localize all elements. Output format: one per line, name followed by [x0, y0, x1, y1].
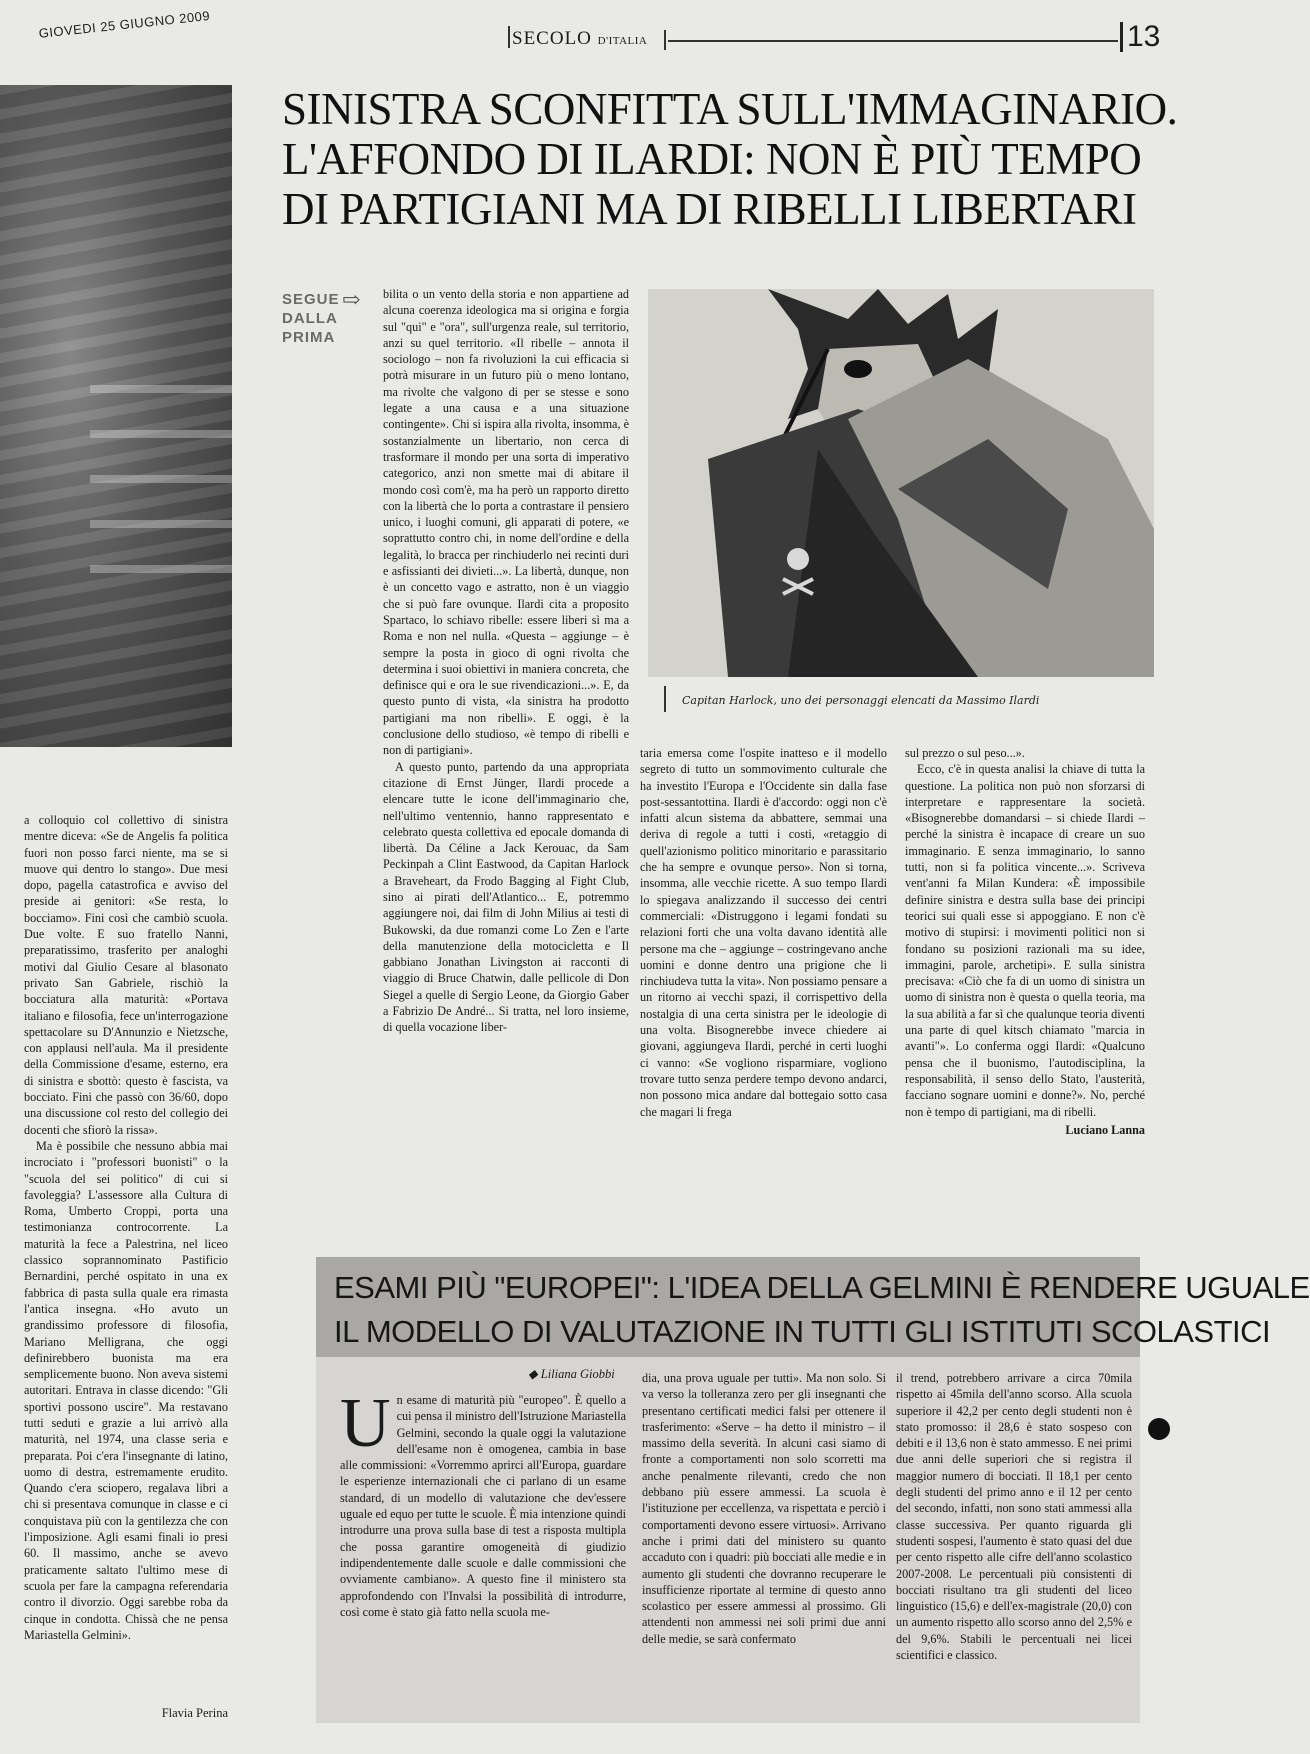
photo-detail	[90, 565, 232, 573]
issue-date: GIOVEDI 25 GIUGNO 2009	[38, 8, 211, 41]
left-photo	[0, 85, 232, 747]
photo-detail	[90, 385, 232, 393]
article-paragraph: dia, una prova uguale per tutti». Ma non solo. Si va verso la tolleranza zero per gli insegnanti che presentano certificati medici falsi per ottenere il trasferimento: «Serve – ha detto il ministro – il massimo della severità. In alcuni casi siamo di fronte a comportamenti non solo scorretti ma anche penalmente rilevanti, credo che non debbano più essere ammessi. La scuola è l'istituzione per eccellenza, va rispettata e perciò i comportamenti devono essere virtuosi». Arrivano anche i primi dati del ministero su quanto accaduto con i quadri: più bocciati alle medie e in aumento gli studenti che dovranno recuperare le insufficienze riportate al termine di questo anno scolastico per essere ammessi al prossimo. Gli attendenti non ammessi nei soli primi due anni delle medie, se sarà confermato	[642, 1371, 886, 1646]
box-column	[896, 1370, 1132, 1663]
image-caption: Capitan Harlock, uno dei personaggi elencati da Massimo Ilardi	[682, 694, 1040, 707]
article-paragraph: Ma è possibile che nessuno abbia mai incrociato i "professori buonisti" o la "scuola del sei politico" di cui si favoleggia? L'assessore alla Cultura di Roma, Umberto Croppi, porta una testimonianza controcorrente. La maturità la fece a Palestrina, nel liceo classico soprannominato Pastificio Bernardini, perché ospitato in una ex fabbrica di pasta sulla quale era rimasta l'antica insegna. «Ho avuto un grandissimo professore di filosofia, Mariano Melligrana, che oggi definirebbero buonista ma era semplicemente buono. Non aveva sistemi autoritari. Entrava in classe dicendo: "Gli sportivi possono uscire". Ma restavano tutti seduti e grazie a lui arrivò alla maturità, nel 1974, una classe seria e preparata. Poi c'era l'insegnante di latino, uomo di destra, estremamente erudito. Quando c'era sciopero, regalava libri a chi si presentava comunque in classe e ci conquistava più con la gentilezza che con l'imposizione. Agli esami finali io presi 60. Il massimo, anche se avevo praticamente saltato l'ultimo mese di scuola per fare la campagna referendaria contro il divorzio. Oggi sarebbe roba da cinque in condotta. Chissà che ne pensa Mariastella Gelmini».	[24, 1138, 228, 1642]
article-column	[905, 745, 1145, 1138]
box-column	[642, 1370, 886, 1647]
main-headline	[282, 84, 1178, 234]
photo-detail	[90, 475, 232, 483]
header-divider	[664, 30, 666, 50]
article-paragraph: n esame di maturità più "europeo". È quello a cui pensa il ministro dell'Istruzione Mariastella Gelmini, secondo la quale oggi la valutazione dell'esame non è omogenea, cambia in base alle commissioni: «Vorremmo aprirci all'Europa, guardare le esperienze internazionali che ci parlano di un esame standard, di un modello di valutazione che dev'essere uguale ed equo per tutte le scuole. È mia intenzione quindi introdurre una prova sulla base di test a risposta multipla che possa garantire omogeneità di giudizio indipendentemente dalle scuole e dalle commissioni che ovviamente cambiano». A questo fine il ministero sta approfondendo con l'Invalsi la possibilità di introdurre, così come è stato già fatto nella scuola me-	[340, 1393, 626, 1619]
segue-line: PRIMA	[282, 329, 336, 346]
headline-line: SINISTRA SCONFITTA SULL'IMMAGINARIO.	[282, 84, 1178, 134]
left-article	[24, 812, 228, 1643]
article-paragraph: Ecco, c'è in questa analisi la chiave di tutta la questione. La politica non può non sforzarsi di interpretare e rappresentare la società. «Bisognerebbe domandarsi – si chiede Ilardi – perché la sinistra è incapace di creare un suo immaginario. E senza immaginario, lo sanno tutti, non si fa politica vincente...». Scriveva vent'anni fa Milan Kundera: «È impossibile definire sinistra e destra sulla base dei principi teorici sui quali esse si appoggiano. E non c'è motivo di stupirsi: i movimenti politici non si fondano su posizioni razionali ma su idee, immagini, parole, archetipi». E sulla sinistra precisava: «Ciò che fa di un uomo di sinistra un uomo di sinistra non è questa o quella teoria, ma la sua abilità a far sì che qualunque teoria diventi una parte di quel kitsch chiamato "marcia in avanti"». Lo conferma oggi Ilardi: «Qualcuno pensa che il buonismo, l'autodisciplina, la responsabilità, il senso dello Stato, l'austerità, facciano sognare uomini e donne?». No, perché non è tempo di partigiani, ma di ribelli.	[905, 762, 1145, 1119]
article-paragraph: il trend, potrebbero arrivare a circa 70mila rispetto ai 45mila dell'anno scorso. Alla scuola superiore il 42,2 per cento degli studenti non è stato promosso: il 28,6 è stato sospeso con debiti e il 13,6 non è stato ammesso. E nei primi due anni delle superiori che si registra il maggior numero di bocciati. Il 18,1 per cento degli studenti del primo anno e il 12 per cento del secondo, infatti, non sono stati ammessi alla classe successiva. Per quanto riguarda gli studenti sospesi, l'aumento è stato quasi del due per cento rispetto alle cifre dell'anno scolastico 2007-2008. Le percentuali più consistenti di bocciati risultano tra gli studenti del liceo linguistico (15,6) e dell'ex-magistrale (20,0) con un aumento rispetto allo scorso anno del 2,5% e del 9,6%. Stabili le percentuali nei licei scientifici e classico.	[896, 1371, 1132, 1663]
segue-line: SEGUE	[282, 291, 340, 308]
segue-label	[282, 290, 340, 347]
photo-detail	[90, 430, 232, 438]
article-paragraph: taria emersa come l'ospite inatteso e il modello segreto di tutto un sommovimento culturale che ha investito l'Europa e l'Occidente sin dalla fase post-sessantottina. Ilardi è d'accordo: oggi non c'è infatti alcun sistema da abbattere, semmai una deriva di regole a tutti i costi, «retaggio di quell'azionismo politico minoritario e parassitario che ha sempre e ovunque perso». Non si torna, insomma, alle vecchie ricette. A suo tempo Ilardi lo spiegava analizzando il successo dei centri commerciali: «Distruggono i legami fondati su relazioni forti che una volta davano identità alle persone ma che – aggiunge – costringevano anche uomini e donne dentro una prigione che li rinchiudeva tutta la vita». Non possiamo pensare a un ritorno ai vecchi spazi, il corrispettivo della nostalgia di una certa sinistra per le ideologie di una volta. Bisognerebbe invece chiedere ai giovani, aggiungeva Ilardi, perché in certi luoghi ci vanno: «Se vogliono risparmiare, vogliono trovare tutto senza perdere tempo devono andarci, non possono mica andare dal bottegaio sotto casa che magari li frega	[640, 746, 887, 1119]
byline-author: Liliana Giobbi	[540, 1367, 615, 1381]
header-divider	[508, 26, 510, 48]
article-column	[383, 286, 629, 1036]
article-paragraph: a colloquio col collettivo di sinistra mentre diceva: «Se de Angelis fa politica fuori non posso farci niente, ma se si muove qui dentro lo stango». Due mesi dopo, pagella catastrofica e avviso del preside ai genitori: «Se resta, lo bocciamo». Fini così che cambiò scuola. Due volte. E suo fratello Nanni, preparatissimo, trasferito per analoghi motivi dal Giulio Cesare al blasonato privato San Gabriele, rischiò la bocciatura alla maturità: «Portava italiano e filosofia, fece un'interrogazione spettacolare su D'Annunzio e Nietzsche, con applausi nell'aula. Ma il presidente della Commissione d'esame, esterno, era di sinistra e sbottò: questo è fascista, va bocciato. Fini che passò con 36/60, dopo una discussione col resto del collegio dei docenti che sfiorò la rissa».	[24, 813, 228, 1137]
publication-name	[512, 28, 647, 50]
harlock-drawing	[648, 289, 1154, 677]
author-signature: Luciano Lanna	[1065, 1122, 1145, 1137]
publication-title: SECOLO	[512, 28, 592, 49]
box-column	[340, 1385, 626, 1620]
publication-suffix: D'ITALIA	[597, 35, 648, 47]
article-paragraph: sul prezzo o sul peso...».	[905, 746, 1025, 760]
page-number: 13	[1120, 22, 1160, 52]
drop-cap: U	[340, 1385, 391, 1462]
box-byline: ◆ Liliana Giobbi	[528, 1367, 615, 1381]
binder-hole-icon	[1148, 1418, 1170, 1440]
headline-line: DI PARTIGIANI MA DI RIBELLI LIBERTARI	[282, 184, 1137, 234]
article-paragraph: bilita o un vento della storia e non appartiene ad alcuna coerenza ideologica ma si origina e forgia sul "qui" e "ora", sull'urgenza reale, sul territorio, anzi su quel territorio. «Il ribelle – annota il sociologo – non fa rivoluzioni la cui efficacia si potrà misurare in un futuro più o meno lontano, ma rivolte che valgono di per se stesse e sono legate a una causa e a una situazione contingente». Chi si ispira alla rivolta, insomma, è sostanzialmente un libertario, non cerca di trasformare il mondo per una sorta di imperativo categorico, anzi non smette mai di abitare il mondo così com'è, ma ha però un rapporto diretto con la libertà che lo porta a contrastare il pensiero unico, i luoghi comuni, gli apparati di potere, «e soprattutto contro chi, in nome dell'ordine e della legalità, lo bracca per rinchiuderlo nei recinti duri e asfissianti dei divieti...». La libertà, dunque, non è un concetto vago e astratto, non è un viaggio che si può fare ovunque. Ilardi cita a proposito Spartaco, lo schiavo ribelle: essere liberi sì ma a Roma e non nel nulla. «Questa – aggiunge – è sempre la posta in gioco di ogni rivolta che determina i suoi obiettivi in maniera concreta, che definisce qui e ora le sue rivendicazioni...». E, da questo punto di vista, «la sinistra ha prodotto partigiani ma non ribelli». E oggi, è la conclusione dello studioso, «è tempo di ribelli e non di partigiani».	[383, 287, 629, 758]
box-headline	[334, 1266, 1310, 1354]
harlock-illustration	[648, 289, 1154, 677]
caption-bar	[664, 686, 666, 712]
article-column	[640, 745, 887, 1120]
photo-detail	[90, 520, 232, 528]
box-headline-line: ESAMI PIÙ "EUROPEI": L'IDEA DELLA GELMINI È RENDERE UGUALE	[334, 1270, 1310, 1305]
header-rule	[668, 40, 1118, 42]
article-paragraph: A questo punto, partendo da una appropriata citazione di Ernst Jünger, Ilardi procede a elencare tutte le icone dell'immaginario che, nell'ultimo ventennio, hanno rappresentato e celebrato questa collettiva ed epocale domanda di libertà. Da Céline a Jack Kerouac, da Sam Peckinpah a Clint Eastwood, da Capitan Harlock a Braveheart, da Frodo Bagging al Fight Club, sino ai pirati dell'Atlantico... E, potremmo aggiungere noi, dai film di John Milius ai testi di Bukowski, da due romanzi come Lo Zen e l'arte della manutenzione della motocicletta e Il gabbiano Jonathan Livingston ai racconti di viaggio di Bruce Chatwin, dalle pellicole di Don Siegel a quelle di Sergio Leone, da Giorgio Gaber a Fabrizio De André... Si tratta, nel loro insieme, di quella vocazione liber-	[383, 759, 629, 1035]
segue-line: DALLA	[282, 310, 338, 327]
arrow-right-icon: ⇨	[342, 288, 361, 313]
author-signature: Flavia Perina	[161, 1706, 228, 1720]
box-headline-line: IL MODELLO DI VALUTAZIONE IN TUTTI GLI ISTITUTI SCOLASTICI	[334, 1314, 1271, 1349]
headline-line: L'AFFONDO DI ILARDI: NON È PIÙ TEMPO	[282, 134, 1142, 184]
